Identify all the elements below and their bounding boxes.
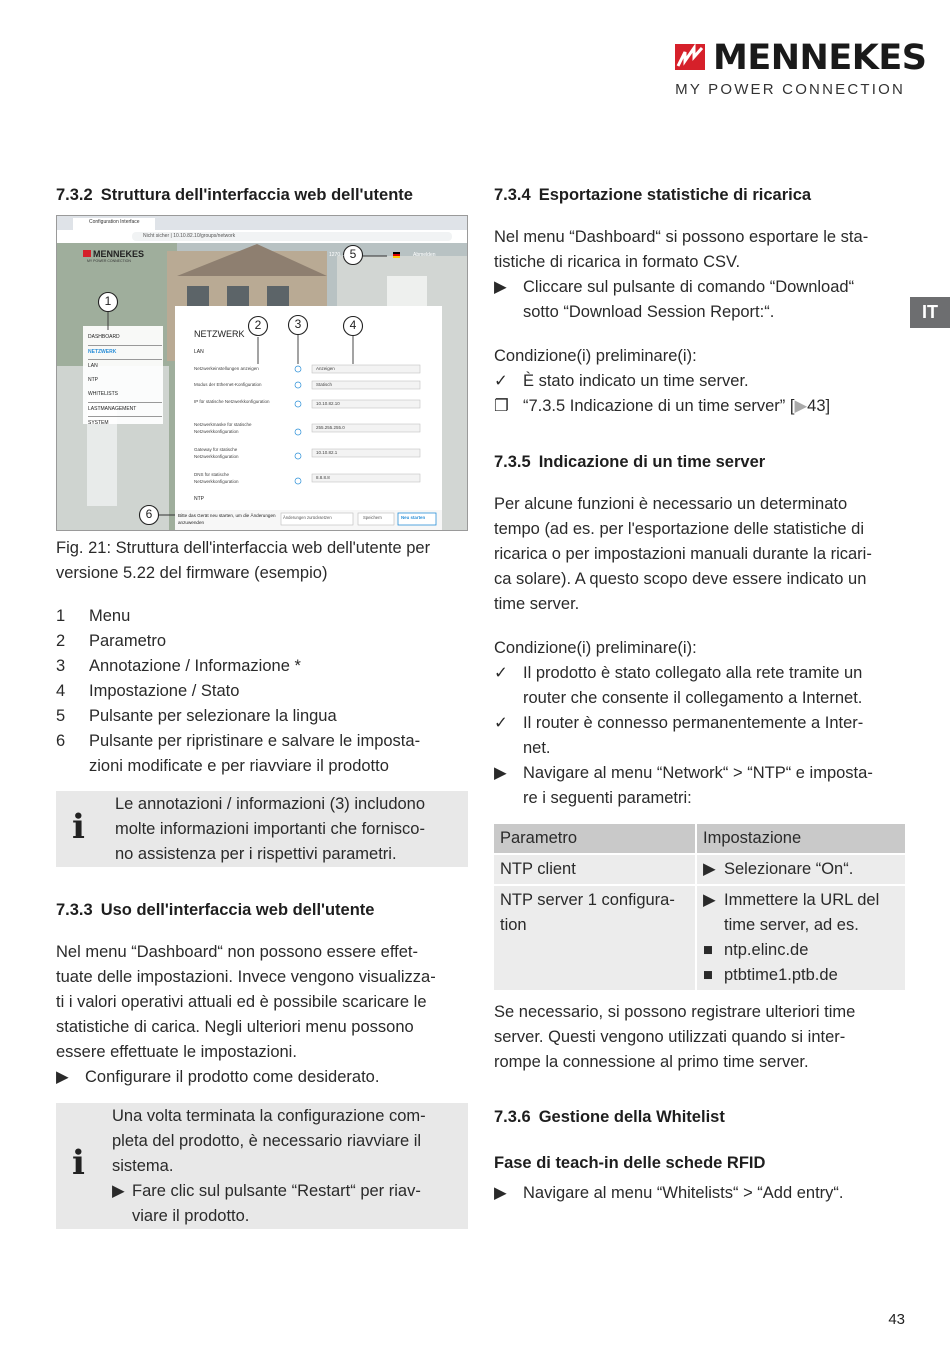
heading-7-3-6	[494, 1108, 725, 1127]
save-button[interactable]: Speichern	[363, 515, 382, 520]
menu-item-lastmanagement[interactable]: LASTMANAGEMENT	[88, 403, 162, 418]
menu-item-dashboard[interactable]: DASHBOARD	[88, 331, 162, 346]
info-line: molte informazioni importanti che fornisco-	[115, 820, 425, 838]
legend-text: Pulsante per ripristinare e salvare le imposta-	[89, 732, 421, 750]
restart-button[interactable]: Neu starten	[401, 515, 426, 520]
paragraph-line: Nel menu “Dashboard“ si possono esportare le sta-	[494, 228, 869, 246]
legend-item-continued	[56, 754, 389, 779]
table-header-cell: Impostazione	[697, 824, 905, 853]
heading-7-3-3	[56, 901, 374, 920]
document-reference-icon: ❐	[494, 397, 509, 415]
brand-name: MENNEKES	[713, 38, 927, 78]
step-text: Configurare il prodotto come desiderato.	[85, 1068, 380, 1086]
step-text: Fare clic sul pulsante “Restart“ per riav-	[132, 1182, 421, 1200]
check-text-continued: net.	[523, 739, 551, 757]
reference-link[interactable]: “7.3.5 Indicazione di un time server” [	[523, 397, 795, 415]
web-interface-screenshot	[56, 215, 468, 531]
check-item	[494, 369, 749, 394]
heading-number: 7.3.4	[494, 186, 531, 204]
step-item	[494, 761, 873, 786]
info-line: pleta del prodotto, è necessario riavviare il	[112, 1132, 422, 1150]
table-cell	[697, 853, 905, 884]
field-label: IP für statische Netzwerkkonfiguration	[194, 399, 270, 404]
step-text: Cliccare sul pulsante di comando “Download“	[523, 278, 855, 296]
legend-text: Impostazione / Stato	[89, 682, 240, 700]
check-item	[494, 711, 863, 736]
heading-7-3-4	[494, 186, 811, 205]
heading-title: Struttura dell'interfaccia web dell'utente	[100, 186, 413, 204]
restart-note: Bitte das Gerät neu starten, um die Änderungen anzuwenden	[178, 513, 276, 525]
cell-text: time server, ad es.	[724, 916, 859, 934]
menu-item-system[interactable]: SYSTEM	[88, 420, 109, 427]
cross-reference[interactable]	[494, 394, 830, 419]
paragraph-line: Se necessario, si possono registrare ulteriori time	[494, 1003, 856, 1021]
paragraph-line: tuate delle impostazioni. Invece vengono visualizza-	[56, 968, 436, 986]
heading-title: Esportazione statistiche di ricarica	[538, 186, 812, 204]
legend-number: 1	[56, 607, 66, 625]
menu-item-ntp[interactable]: NTP	[88, 377, 98, 384]
field-value[interactable]: Statisch	[316, 382, 333, 387]
legend-item	[56, 654, 301, 679]
precondition-label: Condizione(i) preliminare(i):	[494, 347, 697, 365]
check-text-continued: router che consente il collegamento a Internet.	[523, 689, 863, 707]
cell-text: Selezionare “On“.	[724, 860, 854, 878]
heading-7-3-2	[56, 186, 413, 205]
legend-text: Menu	[89, 607, 131, 625]
legend-text: Annotazione / Informazione *	[89, 657, 301, 675]
step-text: Navigare al menu “Whitelists“ > “Add entry“.	[523, 1184, 844, 1202]
screenshot-menu	[88, 331, 162, 431]
step-arrow-icon: ▶	[703, 891, 716, 909]
paragraph-line: tistiche di ricarica in formato CSV.	[494, 253, 741, 271]
square-bullet-icon: ■	[703, 966, 713, 984]
checkmark-icon: ✓	[494, 664, 508, 682]
ntp-settings-table	[494, 824, 905, 990]
step-arrow-icon: ▶	[112, 1182, 125, 1200]
callout-2: 2	[254, 318, 262, 332]
callout-4: 4	[349, 318, 357, 332]
step-arrow-icon: ▶	[494, 1184, 507, 1202]
step-text-continued: sotto “Download Session Report:“.	[523, 303, 775, 321]
heading-number: 7.3.3	[56, 901, 93, 919]
step-arrow-icon: ▶	[494, 764, 507, 782]
paragraph-line: Nel menu “Dashboard“ non possono essere effet-	[56, 943, 418, 961]
screenshot-brand: MENNEKES	[93, 249, 145, 259]
table-row	[494, 884, 905, 990]
check-text: Il prodotto è stato collegato alla rete tramite un	[523, 664, 863, 682]
cell-text: ntp.elinc.de	[724, 941, 809, 959]
menu-item-netzwerk[interactable]: NETZWERK	[88, 346, 162, 361]
table-header-row	[494, 824, 905, 853]
legend-number: 2	[56, 632, 66, 650]
precondition-label: Condizione(i) preliminare(i):	[494, 639, 697, 657]
table-cell	[494, 884, 697, 990]
step-item	[494, 275, 854, 300]
field-value[interactable]: 10.10.82.1	[316, 450, 338, 455]
check-text: È stato indicato un time server.	[523, 372, 749, 390]
callout-1: 1	[104, 294, 112, 308]
callout-5: 5	[349, 247, 357, 261]
menu-item-whitelists[interactable]: WHITELISTS	[88, 388, 162, 403]
info-icon: i	[72, 1143, 85, 1183]
field-label: Modus der Ethernet-Konfiguration	[194, 382, 262, 387]
step-text-continued: viare il prodotto.	[132, 1207, 250, 1225]
paragraph-line: ti i valori operativi attuali ed è possibile scaricare le	[56, 993, 427, 1011]
cell-text: tion	[500, 916, 527, 934]
reference-page: 43]	[807, 397, 831, 415]
menu-item-lan[interactable]: LAN	[88, 363, 98, 370]
step-text-continued: re i seguenti parametri:	[523, 789, 692, 807]
subheading-rfid: Fase di teach-in delle schede RFID	[494, 1154, 766, 1172]
checkmark-icon: ✓	[494, 372, 508, 390]
brand-tagline: MY POWER CONNECTION	[675, 81, 905, 98]
checkmark-icon: ✓	[494, 714, 508, 732]
heading-number: 7.3.6	[494, 1108, 531, 1126]
step-arrow-icon: ▶	[703, 860, 716, 878]
cell-text: ptbtime1.ptb.de	[724, 966, 838, 984]
mennekes-logo-icon	[675, 44, 705, 70]
paragraph-line: ca solare). A questo scopo deve essere indicato un	[494, 570, 867, 588]
field-label: Gateway für statische Netzwerkkonfiguration	[194, 447, 239, 459]
field-value[interactable]: 10.10.82.10	[316, 401, 340, 406]
heading-number: 7.3.5	[494, 453, 531, 471]
brand-logo	[675, 38, 927, 100]
reset-button[interactable]: Änderungen zurücksetzen	[283, 515, 332, 520]
callout-6: 6	[145, 507, 153, 521]
cell-text: Immettere la URL del	[724, 891, 880, 909]
paragraph-line: ricarica o per impostazioni manuali durante la ricari-	[494, 545, 872, 563]
info-line: Una volta terminata la configurazione com-	[112, 1107, 426, 1125]
legend-item	[56, 704, 337, 729]
legend-number: 5	[56, 707, 66, 725]
square-bullet-icon: ■	[703, 941, 713, 959]
page-arrow-icon: ▶	[794, 397, 808, 415]
step-item	[56, 1065, 379, 1090]
legend-text: Parametro	[89, 632, 167, 650]
info-line: no assistenza per i rispettivi parametri.	[115, 845, 397, 863]
heading-title: Gestione della Whitelist	[538, 1108, 725, 1126]
screenshot-logout[interactable]: Abmelden	[413, 252, 436, 258]
step-text: Navigare al menu “Network“ > “NTP“ e imposta-	[523, 764, 873, 782]
legend-item	[56, 629, 166, 654]
table-cell: NTP client	[494, 853, 697, 884]
heading-title: Uso dell'interfaccia web dell'utente	[100, 901, 375, 919]
heading-7-3-5	[494, 453, 765, 472]
section-lan: LAN	[194, 349, 204, 355]
table-row	[494, 853, 905, 884]
legend-item	[56, 679, 239, 704]
page-number: 43	[888, 1311, 905, 1328]
field-label: Netzwerkeinstellungen anzeigen	[194, 366, 259, 371]
panel-title: NETZWERK	[194, 329, 245, 339]
paragraph-line: rompe la connessione al primo time server.	[494, 1053, 809, 1071]
language-tab: IT	[910, 297, 950, 328]
info-box	[56, 791, 468, 867]
browser-tab-title: Configuration Interface	[89, 219, 140, 225]
paragraph-line: essere effettuate le impostazioni.	[56, 1043, 297, 1061]
step-item	[494, 1181, 844, 1206]
figure-caption: Fig. 21: Struttura dell'interfaccia web dell'utente per versione 5.22 del firmware (esempio)	[56, 539, 431, 582]
check-item	[494, 661, 862, 686]
info-line: Le annotazioni / informazioni (3) includono	[115, 795, 426, 813]
legend-item	[56, 729, 420, 754]
paragraph-line: statistiche di carica. Negli ulteriori menu possono	[56, 1018, 414, 1036]
legend-number: 3	[56, 657, 66, 675]
section-ntp: NTP	[194, 496, 204, 502]
paragraph-line: time server.	[494, 595, 580, 613]
info-box	[56, 1103, 468, 1229]
paragraph-line: tempo (ad es. per l'esportazione delle statistiche di	[494, 520, 865, 538]
field-value[interactable]: 8.8.8.8	[316, 475, 330, 480]
legend-number: 6	[56, 732, 66, 750]
legend-number: 4	[56, 682, 66, 700]
step-item	[112, 1179, 421, 1204]
field-label: Netzwerkmaske für statische Netzwerkkonfiguration	[194, 422, 252, 434]
heading-title: Indicazione di un time server	[538, 453, 766, 471]
legend-item	[56, 604, 130, 629]
cell-text: NTP server 1 configura-	[500, 891, 675, 909]
browser-url: Nicht sicher | 10.10.82.10/groups/network	[143, 233, 236, 239]
table-header-cell: Parametro	[494, 824, 697, 853]
field-value[interactable]: 255.255.255.0	[316, 425, 345, 430]
heading-number: 7.3.2	[56, 186, 93, 204]
info-icon: i	[72, 807, 85, 847]
legend-text: Pulsante per selezionare la lingua	[89, 707, 337, 725]
legend-text: zioni modificate e per riavviare il prodotto	[89, 757, 389, 775]
field-label: DNS für statische Netzwerkkonfiguration	[194, 472, 239, 484]
step-arrow-icon: ▶	[494, 278, 507, 296]
table-cell	[697, 884, 905, 990]
screenshot-brand-sub: MY POWER CONNECTION	[87, 259, 131, 263]
check-text: Il router è connesso permanentemente a Inter-	[523, 714, 864, 732]
step-arrow-icon: ▶	[56, 1068, 69, 1086]
callout-3: 3	[294, 317, 302, 331]
field-value[interactable]: Anzeigen	[316, 366, 335, 371]
paragraph-line: Per alcune funzioni è necessario un determinato	[494, 495, 848, 513]
paragraph-line: server. Questi vengono utilizzati quando si inter-	[494, 1028, 846, 1046]
info-line: sistema.	[112, 1157, 174, 1175]
screenshot-header-id: 1270...	[329, 252, 345, 258]
